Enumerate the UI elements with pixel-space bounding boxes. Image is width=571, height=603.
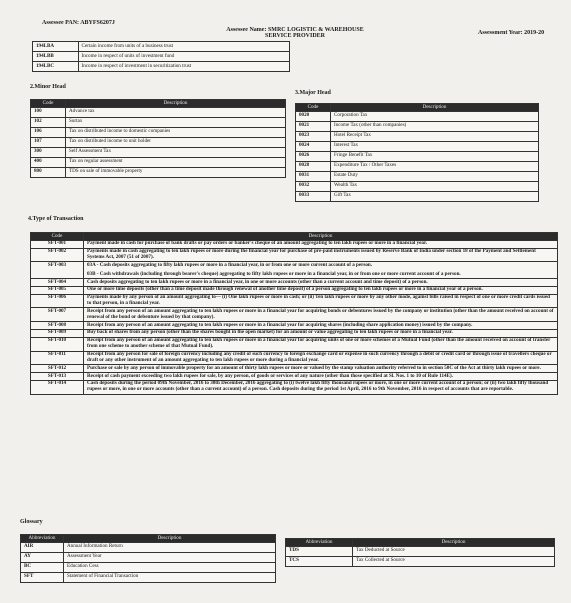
- minor-head-row: [31, 107, 286, 117]
- transaction-row: [31, 240, 558, 248]
- major-head-row-desc: Hotel Receipt Tax: [331, 131, 539, 141]
- glossary-row-abbr: SFT: [21, 572, 64, 582]
- minor-head-row-desc: Advance tax: [66, 107, 286, 117]
- transaction-description: [84, 351, 558, 365]
- glossary-row: [21, 562, 276, 572]
- section-row-desc: Income in respect of investment in securitization trust: [78, 62, 289, 72]
- glossary-title: Glossary: [20, 519, 43, 525]
- glossary-row: [21, 572, 276, 582]
- transaction-desc-text: Buy back of shares from any person (other than the shares bought in the open market) for an amount or value aggregating to ten lakh rupees or more in a financial year.: [87, 329, 453, 336]
- major-head-row-code: 0020: [296, 111, 331, 121]
- transaction-row: [31, 248, 558, 262]
- glossary-row-abbr: AY: [21, 552, 64, 562]
- transaction-code: SFT-013: [31, 373, 84, 381]
- glossary-row-desc: Tax Collected at Source: [353, 556, 555, 566]
- glossary-left-col-desc: Description: [64, 535, 276, 543]
- major-head-row-code: 0024: [296, 141, 331, 151]
- major-head-row-code: 0032: [296, 181, 331, 191]
- minor-head-table: [30, 99, 286, 178]
- minor-head-row: [31, 157, 286, 167]
- transaction-desc-text: One or more time deposits (other than a time deposit made through renewal of another time deposit) of a person aggregating to ten lakh rupees or more in a financial year of a person.: [87, 286, 483, 293]
- minor-head-title: 2.Minor Head: [30, 84, 66, 90]
- glossary-row: [21, 542, 276, 552]
- major-head-row-desc: Interest Tax: [331, 141, 539, 151]
- transaction-code: SFT-004: [31, 279, 84, 287]
- minor-head-row-desc: TDS on sale of immovable property: [66, 167, 286, 177]
- minor-head-row-code: 800: [31, 167, 66, 177]
- assessment-year: Assessment Year: 2019-20: [478, 30, 545, 36]
- transaction-desc-text: Purchase or sale by any person of immovable property for an amount of thirty lakh rupees or more or valued by the stamp valuation authority referred to in section 50C of the Act at thirty lakh rupees or more.: [87, 364, 541, 371]
- glossary-row-abbr: TDS: [286, 546, 353, 556]
- minor-head-row-code: 100: [31, 107, 66, 117]
- minor-head-row: [31, 117, 286, 127]
- minor-head-row: [31, 167, 286, 177]
- transaction-desc-text: Receipt of cash payment exceeding two lakh rupees for sale, by any person, of goods or services of any nature (other than those specified at Sl. Nos. 1 to 10 of Rule 114E).: [87, 372, 453, 379]
- major-head-row: [296, 151, 539, 161]
- major-head-row-desc: Gift Tax: [331, 191, 539, 201]
- major-head-table: [295, 103, 539, 202]
- assessee-name: [205, 27, 385, 39]
- transaction-row: [31, 365, 558, 373]
- transaction-code: SFT-007: [31, 308, 84, 322]
- major-head-row: [296, 161, 539, 171]
- glossary-row: [286, 556, 555, 566]
- transaction-description: [84, 294, 558, 308]
- major-head-row-code: 0021: [296, 121, 331, 131]
- section-row-code: 194LBB: [33, 52, 79, 62]
- transaction-desc-text: Cash deposits during the period 09th November, 2016 to 30th December, 2016 aggregating to (i) twelve lakh fifty thousand rupees or more, in one or more current account of a person; or (ii) two lakh fifty thousand rupees or more, in one or more accounts (other than a current account) of a person. Cash deposits during the period 1st April, 2016 to 9th November, 2016 in respect of accounts that are reportable.: [87, 380, 549, 393]
- section-row: [33, 52, 290, 62]
- minor-head-row: [31, 147, 286, 157]
- section-row-code: 194LBA: [33, 42, 79, 52]
- section-row-desc: Income in respect of units of investment fund: [78, 52, 289, 62]
- glossary-row-abbr: TCS: [286, 556, 353, 566]
- glossary-right-table: [285, 538, 555, 567]
- glossary-row-desc: Education Cess: [64, 562, 276, 572]
- major-head-col-code: Code: [296, 104, 331, 112]
- transaction-title: 4.Type of Transaction: [28, 216, 84, 222]
- minor-head-col-desc: Description: [66, 100, 286, 108]
- major-head-row: [296, 111, 539, 121]
- transaction-code: SFT-002: [31, 248, 84, 262]
- transaction-row: [31, 351, 558, 365]
- major-head-row: [296, 171, 539, 181]
- transaction-code: SFT-008: [31, 322, 84, 330]
- transaction-description: [84, 262, 558, 279]
- assessee-name-line2: SERVICE PROVIDER: [265, 33, 325, 39]
- section-row-code: 194LBC: [33, 62, 79, 72]
- minor-head-row-desc: Self Assessment Tax: [66, 147, 286, 157]
- transaction-code: SFT-003: [31, 262, 84, 279]
- transaction-table: [30, 232, 558, 395]
- major-head-row: [296, 121, 539, 131]
- transaction-desc-text-2: 03B - Cash withdrawals (including through bearer's cheque) aggregating to fifty lakh rupees or more in a financial year, in or from one or more current account of a person.: [87, 270, 461, 277]
- transaction-row: [31, 294, 558, 308]
- transaction-description: [84, 337, 558, 351]
- minor-head-row-code: 106: [31, 127, 66, 137]
- section-row-desc: Certain income from units of a business trust: [78, 42, 289, 52]
- minor-head-row-desc: Tax on regular assessment: [66, 157, 286, 167]
- major-head-title: 3.Major Head: [295, 90, 331, 96]
- major-head-row: [296, 131, 539, 141]
- minor-head-col-code: Code: [31, 100, 66, 108]
- major-head-row-code: 0033: [296, 191, 331, 201]
- glossary-left-table: [20, 534, 276, 583]
- transaction-code: SFT-011: [31, 351, 84, 365]
- transaction-row: [31, 262, 558, 279]
- glossary-row-desc: Tax Deducted at Source: [353, 546, 555, 556]
- transaction-description: [84, 380, 558, 394]
- glossary-row-desc: Assessment Year: [64, 552, 276, 562]
- minor-head-row-desc: Surtax: [66, 117, 286, 127]
- minor-head-row-code: 102: [31, 117, 66, 127]
- transaction-row: [31, 380, 558, 394]
- transaction-desc-text: Receipt from any person of an amount aggregating to ten lakh rupees or more in a financial year for acquiring shares (including share application money) issued by the company.: [87, 321, 473, 328]
- transaction-desc-text: 03A - Cash deposits aggregating to fifty lakh rupees or more in a financial year, in or from one or more current account of a person.: [87, 261, 372, 268]
- major-head-col-desc: Description: [331, 104, 539, 112]
- major-head-row-code: 0028: [296, 161, 331, 171]
- glossary-row: [286, 546, 555, 556]
- glossary-row-abbr: AIR: [21, 542, 64, 552]
- transaction-desc-text: Payments made in cash aggregating to ten lakh rupees or more during the financial year for purchase of pre-paid instruments issued by Reserve Bank of India under section 18 of the Payment and Settlement Systems Act, 2007 (51 of 2007).: [87, 248, 536, 261]
- assessee-pan: Assessee PAN: ABYFS6207J: [42, 20, 115, 26]
- minor-head-row-code: 300: [31, 147, 66, 157]
- transaction-description: [84, 308, 558, 322]
- transaction-row: [31, 308, 558, 322]
- major-head-row-desc: Estate Duty: [331, 171, 539, 181]
- major-head-row-code: 0031: [296, 171, 331, 181]
- transaction-desc-text: Payments made by any person of an amount aggregating to— (i) One lakh rupees or more in cash; or (ii) Ten lakh rupees or more by any other mode, against bills raised in respect of one or more credit cards issued to that person, in a financial year.: [87, 294, 550, 307]
- transaction-desc-text: Payment made in cash for purchase of bank drafts or pay orders or banker's cheque of an amount aggregating to ten lakh rupees or more in a financial year.: [87, 240, 428, 247]
- transaction-code: SFT-012: [31, 365, 84, 373]
- minor-head-row-code: 107: [31, 137, 66, 147]
- major-head-row-desc: Corporation Tax: [331, 111, 539, 121]
- section-row: [33, 42, 290, 52]
- glossary-left-col-abbr: Abbreviation: [21, 535, 64, 543]
- transaction-col-desc: Description: [84, 233, 558, 241]
- glossary-right-col-abbr: Abbreviation: [286, 539, 353, 547]
- transaction-desc-text: Cash deposits aggregating to ten lakh rupees or more in a financial year, in one or more accounts (other than a current account and time deposit) of a person.: [87, 278, 428, 285]
- minor-head-row-code: 400: [31, 157, 66, 167]
- transaction-col-code: Code: [31, 233, 84, 241]
- major-head-row: [296, 191, 539, 201]
- glossary-row: [21, 552, 276, 562]
- major-head-row-desc: Income Tax (other than companies): [331, 121, 539, 131]
- glossary-row-desc: Statement of Financial Transaction: [64, 572, 276, 582]
- major-head-row-code: 0023: [296, 131, 331, 141]
- minor-head-row-desc: Tax on distributed income to unit holder: [66, 137, 286, 147]
- transaction-description: [84, 248, 558, 262]
- transaction-desc-text: Receipt from any person of an amount aggregating to ten lakh rupees or more in a financial year for acquiring bonds or debentures issued by the company or institution (other than the amount received on account of renewal of the bond or debenture issued by that company).: [87, 307, 554, 320]
- assessee-name-line1: Assessee Name: SMRC LOGISTIC & WAREHOUSE: [226, 27, 364, 33]
- section-row: [33, 62, 290, 72]
- transaction-code: SFT-014: [31, 380, 84, 394]
- transaction-code: SFT-009: [31, 329, 84, 337]
- minor-head-row-desc: Tax on distributed income to domestic companies: [66, 127, 286, 137]
- transaction-desc-text: Receipt from any person for sale of foreign currency including any credit of such currency to foreign exchange card or expense in such currency through a debit or credit card or through issue of travellers cheque or draft or any other instrument of an amount aggregating to ten lakh rupees or more during a financial year.: [87, 351, 552, 363]
- transaction-row: [31, 337, 558, 351]
- glossary-right-col-desc: Description: [353, 539, 555, 547]
- major-head-row: [296, 141, 539, 151]
- transaction-description: [84, 240, 558, 248]
- transaction-code: SFT-010: [31, 337, 84, 351]
- major-head-row: [296, 181, 539, 191]
- glossary-row-abbr: BC: [21, 562, 64, 572]
- transaction-code: SFT-005: [31, 286, 84, 294]
- major-head-row-code: 0026: [296, 151, 331, 161]
- major-head-row-desc: Expenditure Tax / Other Taxes: [331, 161, 539, 171]
- sections-table: [32, 41, 290, 72]
- minor-head-row: [31, 137, 286, 147]
- glossary-row-desc: Annual Information Return: [64, 542, 276, 552]
- transaction-desc-text: Receipt from any person of an amount aggregating to ten lakh rupees or more in a financial year for acquiring units of one or more schemes of a Mutual Fund (other than the amount received on account of transfer from one scheme to another scheme of that Mutual Fund).: [87, 337, 551, 350]
- transaction-code: SFT-006: [31, 294, 84, 308]
- minor-head-row: [31, 127, 286, 137]
- transaction-code: SFT-001: [31, 240, 84, 248]
- transaction-description: [84, 365, 558, 373]
- major-head-row-desc: Wealth Tax: [331, 181, 539, 191]
- major-head-row-desc: Fringe Benefit Tax: [331, 151, 539, 161]
